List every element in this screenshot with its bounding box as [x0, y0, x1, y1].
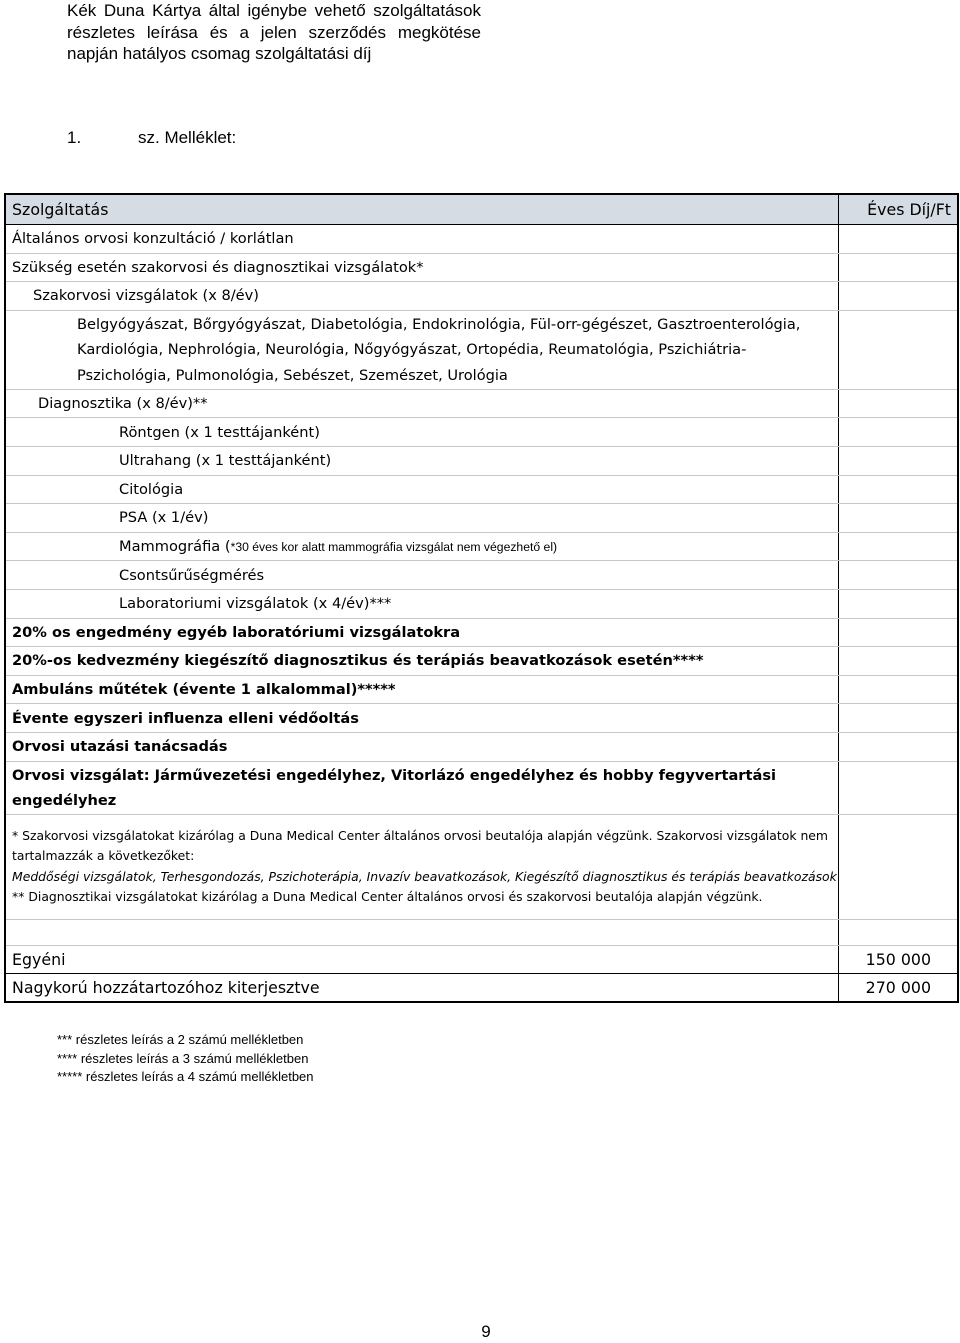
flu-vaccination: Évente egyszeri influenza elleni védőoltás — [5, 704, 838, 733]
price-individual-label: Egyéni — [5, 945, 838, 973]
table-row — [5, 704, 958, 733]
table-row — [5, 418, 958, 447]
general-consultation: Általános orvosi konzultáció / korlátlan — [5, 225, 838, 254]
page-number: 9 — [481, 1322, 491, 1341]
table-row — [5, 310, 958, 389]
table-row — [5, 253, 958, 282]
specialist-and-diagnostic: Szükség esetén szakorvosi és diagnosztikai vizsgálatok* — [5, 253, 838, 282]
table-row — [5, 504, 958, 533]
cytology: Citológia — [5, 475, 838, 504]
annex-title — [67, 128, 236, 148]
note-annex-2: *** részletes leírás a 2 számú mellékletben — [57, 1032, 304, 1047]
travel-advice: Orvosi utazási tanácsadás — [5, 732, 838, 761]
discount-diagnostic: 20%-os kedvezmény kiegészítő diagnosztikus és terápiás beavatkozások esetén**** — [5, 647, 838, 676]
specialist-exams: Szakorvosi vizsgálatok (x 8/év) — [5, 282, 838, 311]
ambulatory-surgery: Ambuláns műtétek (évente 1 alkalommal)***** — [5, 675, 838, 704]
table-row — [5, 475, 958, 504]
footnotes — [5, 814, 838, 919]
table-row — [5, 389, 958, 418]
bone-density: Csontsűrűségmérés — [5, 561, 838, 590]
table-row — [5, 532, 958, 561]
discount-lab: 20% os engedmény egyéb laboratóriumi vizsgálatokra — [5, 618, 838, 647]
price-dependent-value: 270 000 — [838, 973, 958, 1002]
price-individual-value: 150 000 — [838, 945, 958, 973]
intro-paragraph: Kék Duna Kártya által igénybe vehető szolgáltatások részletes leírása és a jelen szerződés megkötése napján hatályos csomag szolgáltatási díj — [67, 1, 481, 63]
table-row — [5, 446, 958, 475]
table-row — [5, 561, 958, 590]
price-row-dependent — [5, 973, 958, 1002]
table-row — [5, 225, 958, 254]
footnote-specialist: * Szakorvosi vizsgálatokat kizárólag a Duna Medical Center általános orvosi beutalója alapján végzünk. Szakorvosi vizsgálatok nem tartalmazzák a következőket: — [12, 827, 829, 863]
table-row — [5, 282, 958, 311]
price-row-individual — [5, 945, 958, 973]
ultrasound: Ultrahang (x 1 testtájanként) — [5, 446, 838, 475]
table-row — [5, 647, 958, 676]
table-header-row — [5, 194, 958, 225]
lab-tests: Laboratoriumi vizsgálatok (x 4/év)*** — [5, 589, 838, 618]
table-row — [5, 761, 958, 814]
mammography-note: *30 éves kor alatt mammográfia vizsgálat nem végezhető el) — [230, 540, 558, 555]
diagnostics: Diagnosztika (x 8/év)** — [5, 389, 838, 418]
psa: PSA (x 1/év) — [5, 504, 838, 533]
table-row — [5, 589, 958, 618]
header-fee: Éves Díj/Ft — [838, 194, 958, 225]
mammography: Mammográfia (*30 éves kor alatt mammográfia vizsgálat nem végezhető el) — [5, 532, 838, 561]
table-row — [5, 618, 958, 647]
specialties-list: Belgyógyászat, Bőrgyógyászat, Diabetológia, Endokrinológia, Fül-orr-gégészet, Gasztroenterológia, Kardiológia, Nephrológia, Neurológia, Nőgyógyászat, Ortopédia, Reumatológia, Pszichiátria-Pszichológia, Pulmonológia, Sebészet, Szemészet, Urológia — [5, 310, 838, 389]
medical-exam: Orvosi vizsgálat: Járművezetési engedélyhez, Vitorlázó engedélyhez és hobby fegyvertartási engedélyhez — [5, 761, 838, 814]
footnote-diagnostic: ** Diagnosztikai vizsgálatokat kizárólag a Duna Medical Center általános orvosi és szakorvosi beutalója alapján végzünk. — [12, 889, 763, 904]
table-row — [5, 675, 958, 704]
note-annex-4: ***** részletes leírás a 4 számú mellékletben — [57, 1069, 314, 1084]
table-row — [5, 732, 958, 761]
price-dependent-label: Nagykorú hozzátartozóhoz kiterjesztve — [5, 973, 838, 1002]
services-table — [4, 193, 959, 1003]
annex-notes — [57, 1031, 314, 1087]
table-row — [5, 919, 958, 945]
footnote-exclusions: Meddőségi vizsgálatok, Terhesgondozás, Pszichoterápia, Invazív beavatkozások, Kiegészítő diagnosztikus és terápiás beavatkozások — [12, 868, 837, 884]
header-service: Szolgáltatás — [5, 194, 838, 225]
xray: Röntgen (x 1 testtájanként) — [5, 418, 838, 447]
table-row — [5, 814, 958, 919]
note-annex-3: **** részletes leírás a 3 számú mellékletben — [57, 1050, 309, 1066]
annex-label: sz. Melléklet: — [138, 128, 237, 147]
annex-number: 1. — [67, 128, 82, 147]
